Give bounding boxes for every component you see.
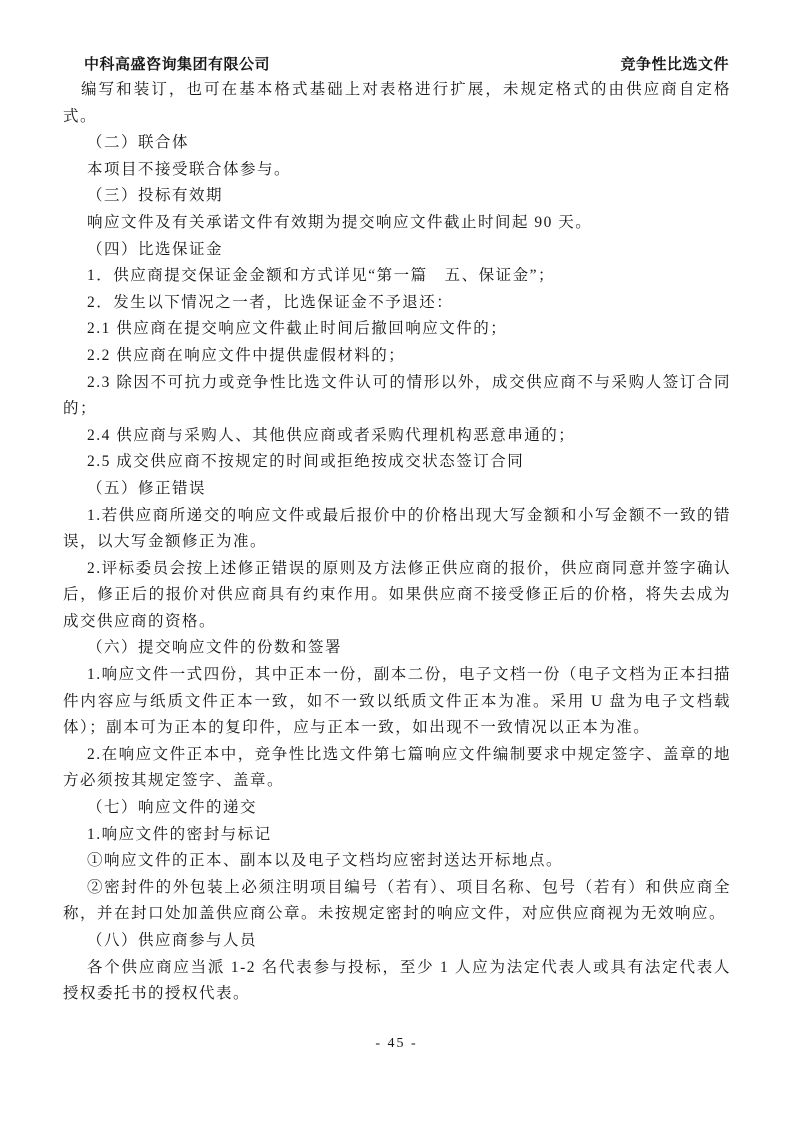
paragraph: 2.4 供应商与采购人、其他供应商或者采购代理机构恶意串通的； <box>87 426 576 444</box>
paragraph: ②密封件的外包装上必须注明项目编号（若有）、项目名称、包号（若有）和供应商全称，并在封口处加盖供应商公章。未按规定密封的响应文件，对应供应商视为无效响应。 <box>63 878 731 923</box>
paragraph: 2.评标委员会按上述修正错误的原则及方法修正供应商的报价，供应商同意并签字确认后，修正后的报价对供应商具有约束作用。如果供应商不接受修正后的价格，将失去成为成交供应商的资格。 <box>63 559 731 630</box>
paragraph: 2.2 供应商在响应文件中提供虚假材料的； <box>87 346 406 364</box>
paragraph: （八）供应商参与人员 <box>87 932 258 949</box>
paragraph: 2.3 除因不可抗力或竞争性比选文件认可的情形以外，成交供应商不与采购人签订合同的； <box>63 373 731 418</box>
paragraph: ①响应文件的正本、副本以及电子文档均应密封送达开标地点。 <box>87 852 564 870</box>
paragraph: （三）投标有效期 <box>87 187 224 205</box>
header-document-type: 竞争性比选文件 <box>620 56 729 73</box>
paragraph: 2.5 成交供应商不按规定的时间或拒绝按成交状态签订合同 <box>87 453 525 471</box>
paragraph: 编写和装订，也可在基本格式基础上对表格进行扩展，未规定格式的由供应商自定格式。 <box>63 81 731 125</box>
paragraph: 本项目不接受联合体参与。 <box>87 160 292 178</box>
paragraph: （二）联合体 <box>87 134 190 152</box>
paragraph: 各个供应商应当派 1-2 名代表参与投标，至少 1 人应为法定代表人或具有法定代表人授权委托书的授权代表。 <box>63 958 731 1003</box>
page-number: - 45 - <box>375 1036 418 1051</box>
paragraph: 1.响应文件一式四份，其中正本一份，副本二份，电子文档一份（电子文档为正本扫描件内容应与纸质文件正本一致，如不一致以纸质文件正本为准。采用 U 盘为电子文档载体）；副本可为正本的复印件，应与正本一致，如出现不一致情况以正本为准。 <box>63 666 731 737</box>
paragraph: （七）响应文件的递交 <box>87 799 258 817</box>
paragraph: 1．供应商提交保证金金额和方式详见“第一篇 五、保证金”； <box>87 267 556 285</box>
paragraph: 响应文件及有关承诺文件有效期为提交响应文件截止时间起 90 天。 <box>87 213 593 231</box>
paragraph: 1.若供应商所递交的响应文件或最后报价中的价格出现大写金额和小写金额不一致的错误，以大写金额修正为准。 <box>63 506 731 551</box>
paragraph: 2.1 供应商在提交响应文件截止时间后撤回响应文件的； <box>87 320 508 338</box>
page-header <box>84 53 729 74</box>
paragraph: 2．发生以下情况之一者，比选保证金不予退还： <box>87 293 454 311</box>
paragraph: 2.在响应文件正本中，竞争性比选文件第七篇响应文件编制要求中规定签字、盖章的地方必须按其规定签字、盖章。 <box>63 745 731 790</box>
document-body <box>63 77 731 1008</box>
page-footer <box>0 1036 793 1052</box>
paragraph: （四）比选保证金 <box>87 240 224 258</box>
paragraph: （六）提交响应文件的份数和签署 <box>87 639 343 657</box>
header-company-name: 中科高盛咨询集团有限公司 <box>84 56 271 73</box>
paragraph: 1.响应文件的密封与标记 <box>87 825 272 843</box>
paragraph: （五）修正错误 <box>87 479 207 497</box>
